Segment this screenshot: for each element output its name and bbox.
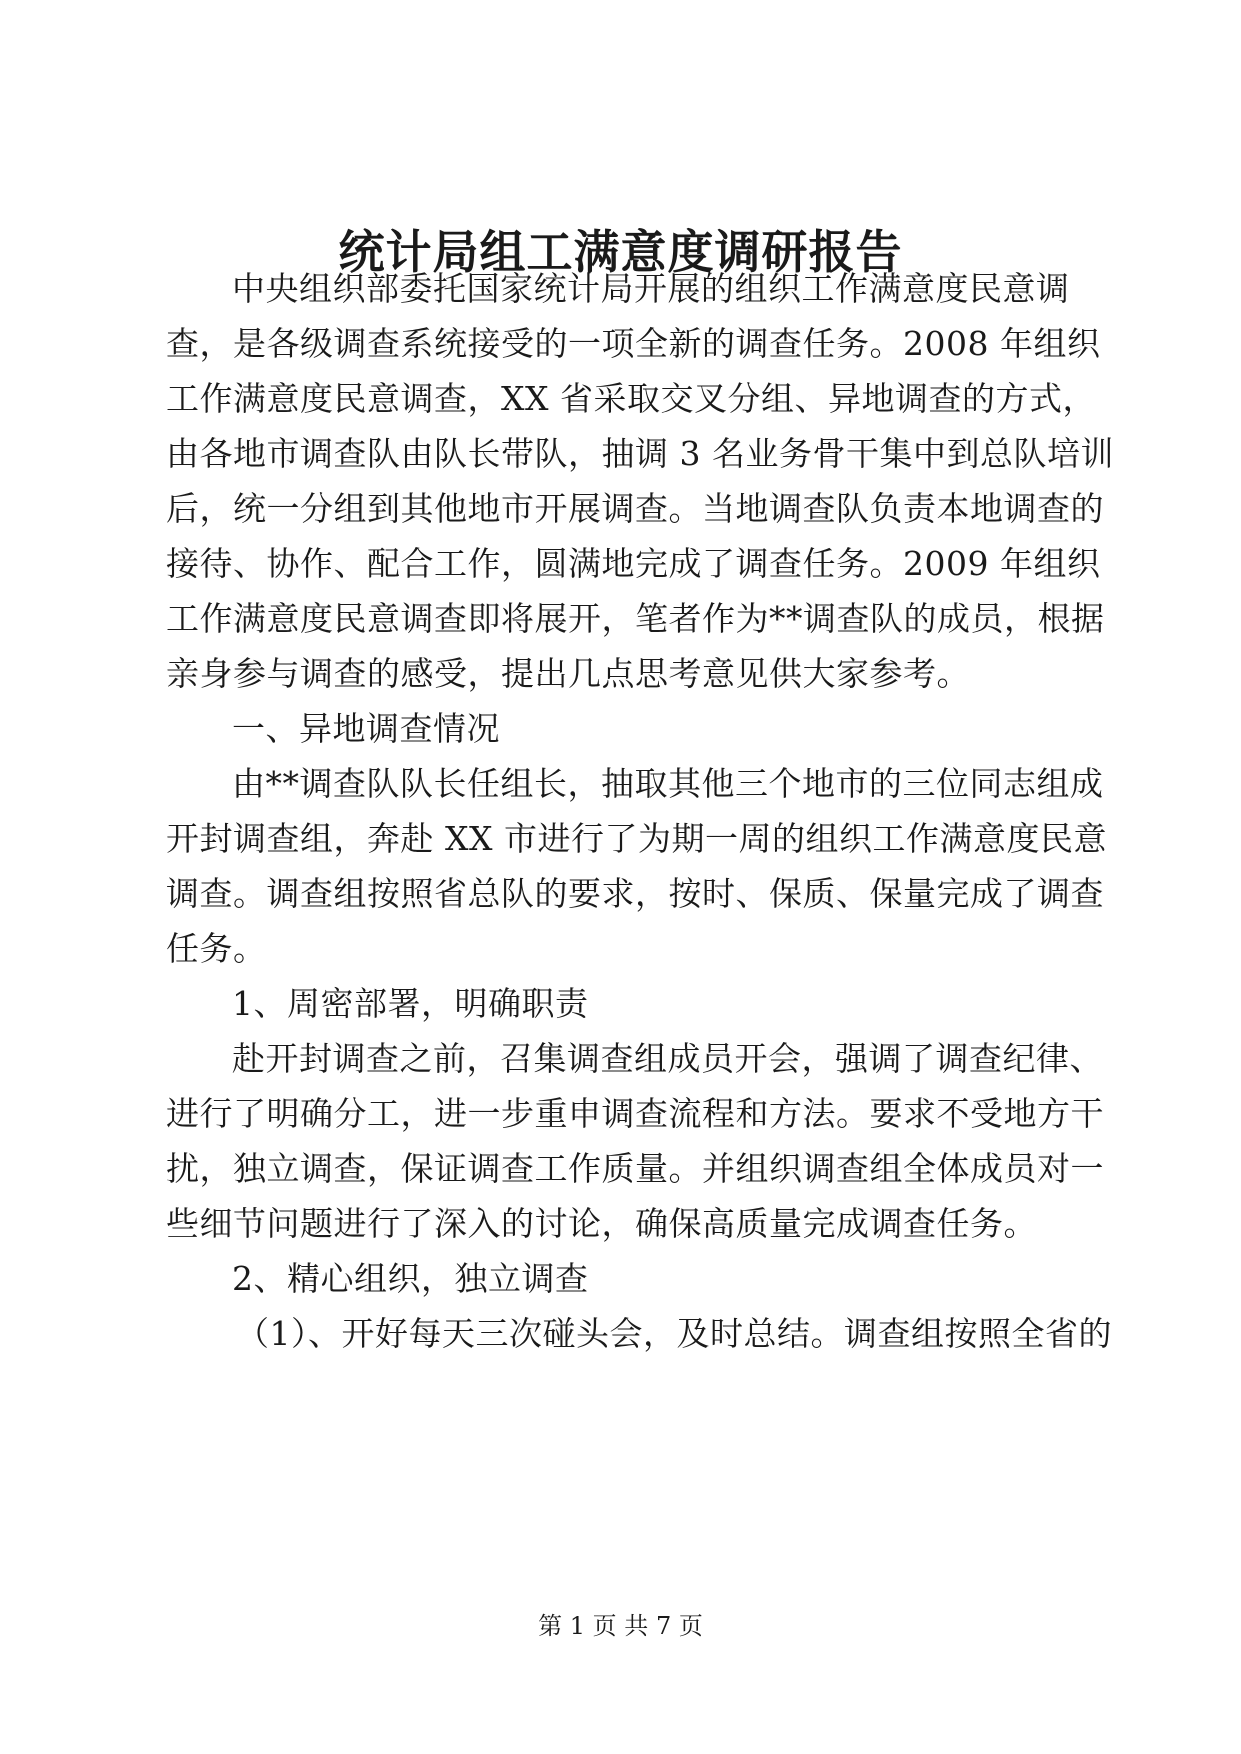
body-line: 中央组织部委托国家统计局开展的组织工作满意度民意调 (232, 269, 1070, 308)
body-line: 接待、协作、配合工作，圆满地完成了调查任务。2009 年组织 (166, 544, 1101, 583)
body-line: 开封调查组，奔赴 XX 市进行了为期一周的组织工作满意度民意 (166, 819, 1107, 858)
page-number: 第 1 页 共 7 页 (538, 1612, 703, 1640)
subsection-heading: 1、周密部署，明确职责 (232, 984, 589, 1023)
body-line: 亲身参与调查的感受，提出几点思考意见供大家参考。 (166, 654, 970, 693)
body-line: 工作满意度民意调查，XX 省采取交叉分组、异地调查的方式， (166, 379, 1096, 418)
body-line: 些细节问题进行了深入的讨论，确保高质量完成调查任务。 (166, 1204, 1037, 1243)
body-line: （1）、开好每天三次碰头会，及时总结。调查组按照全省的 (236, 1314, 1112, 1353)
document-title: 统计局组工满意度调研报告 (338, 225, 903, 279)
body-line: 由各地市调查队由队长带队，抽调 3 名业务骨干集中到总队培训 (166, 434, 1114, 473)
body-line: 调查。调查组按照省总队的要求，按时、保质、保量完成了调查 (166, 874, 1104, 913)
body-line: 进行了明确分工，进一步重申调查流程和方法。要求不受地方干 (166, 1094, 1104, 1133)
body-line: 任务。 (166, 929, 267, 968)
body-line: 查，是各级调查系统接受的一项全新的调查任务。2008 年组织 (166, 324, 1101, 363)
body-line: 赴开封调查之前，召集调查组成员开会，强调了调查纪律、 (232, 1039, 1103, 1078)
body-line: 由**调查队队长任组长，抽取其他三个地市的三位同志组成 (232, 764, 1104, 803)
body-line: 扰，独立调查，保证调查工作质量。并组织调查组全体成员对一 (166, 1149, 1104, 1188)
subsection-heading: 2、精心组织，独立调查 (232, 1259, 589, 1298)
section-heading: 一、异地调查情况 (232, 709, 500, 748)
body-line: 后，统一分组到其他地市开展调查。当地调查队负责本地调查的 (166, 489, 1104, 528)
body-line: 工作满意度民意调查即将展开，笔者作为**调查队的成员，根据 (166, 599, 1105, 638)
